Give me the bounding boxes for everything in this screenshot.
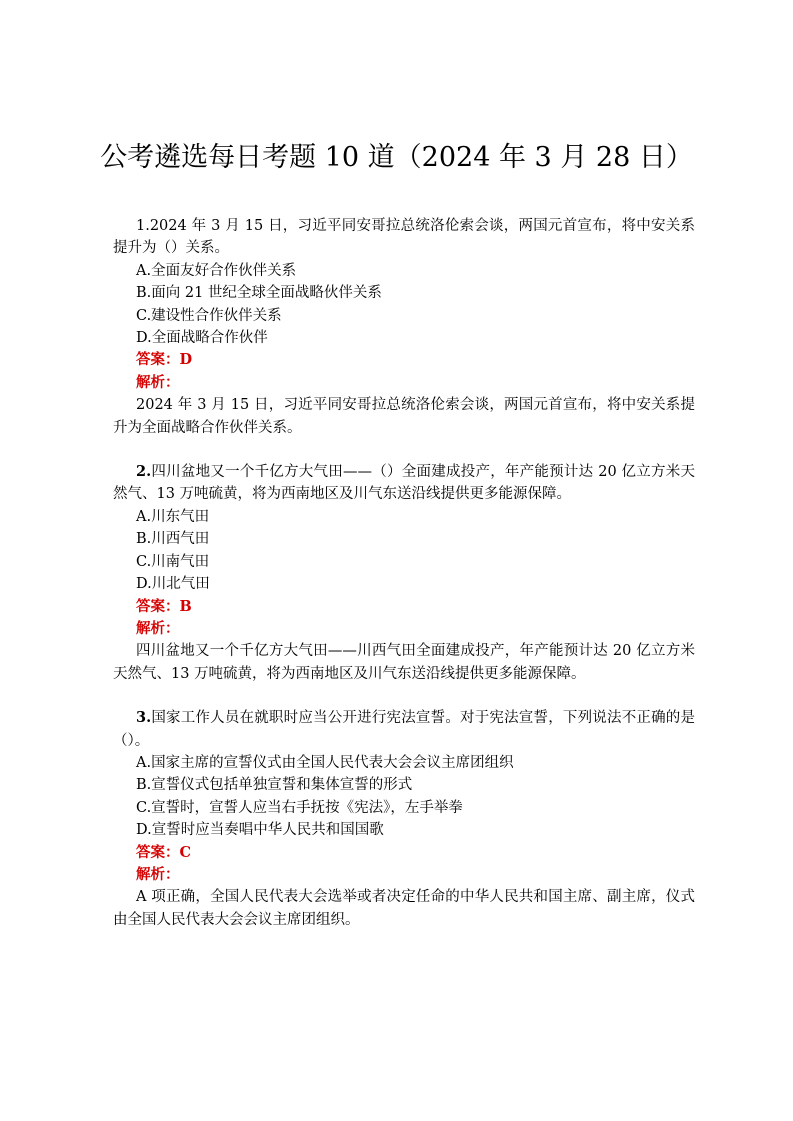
option-b: B.川西气田 (136, 531, 210, 548)
option-d: D.全面战略合作伙伴 (136, 330, 268, 347)
answer-label: 答案：B (136, 597, 192, 615)
option-c: C.川南气田 (136, 553, 210, 570)
option-a: A.全面友好合作伙伴关系 (136, 262, 297, 279)
analysis-label: 解析： (136, 865, 180, 883)
answer-label: 答案：D (136, 351, 193, 369)
option-d: D.宣誓时应当奏唱中华人民共和国国歌 (136, 822, 384, 839)
question-number: 2. (136, 463, 152, 481)
question-stem: 1.2024 年 3 月 15 日，习近平同安哥拉总统洛伦索会谈，两国元首宣布，将中安关系提升为（）关系。 (113, 218, 695, 257)
question-1 (113, 215, 695, 439)
option-b: B.面向 21 世纪全球全面战略伙伴关系 (136, 285, 382, 302)
option-a: A.川东气田 (136, 508, 210, 525)
option-b: B.宣誓仪式包括单独宣誓和集体宣誓的形式 (136, 777, 413, 794)
option-d: D.川北气田 (136, 576, 210, 593)
question-3 (113, 707, 695, 931)
analysis-label: 解析： (136, 373, 180, 391)
option-a: A.国家主席的宣誓仪式由全国人民代表大会会议主席团组织 (136, 754, 514, 771)
analysis-label: 解析： (136, 619, 180, 637)
question-list (113, 215, 695, 931)
question-text: 国家工作人员在就职时应当公开进行宪法宣誓。对于宪法宣誓，下列说法不正确的是（）。 (113, 710, 695, 749)
question-number: 3. (136, 709, 152, 727)
spacer (113, 685, 695, 707)
spacer (113, 439, 695, 461)
question-text: 四川盆地又一个千亿方大气田——（）全面建成投产，年产能预计达 20 亿立方米天然气、13 万吨硫黄，将为西南地区及川气东送沿线提供更多能源保障。 (113, 464, 695, 503)
analysis-text: 四川盆地又一个千亿方大气田——川西气田全面建成投产，年产能预计达 20 亿立方米天然气、13 万吨硫黄，将为西南地区及川气东送沿线提供更多能源保障。 (113, 643, 695, 682)
option-c: C.宣誓时，宣誓人应当右手抚按《宪法》，左手举拳 (136, 799, 463, 816)
question-stem (113, 707, 695, 752)
question-2 (113, 461, 695, 685)
analysis-text: 2024 年 3 月 15 日，习近平同安哥拉总统洛伦索会谈，两国元首宣布，将中安关系提升为全面战略合作伙伴关系。 (113, 397, 695, 436)
question-stem (113, 461, 695, 506)
analysis-text: A 项正确，全国人民代表大会选举或者决定任命的中华人民共和国主席、副主席，仪式由全国人民代表大会会议主席团组织。 (113, 889, 695, 928)
option-c: C.建设性合作伙伴关系 (136, 307, 282, 324)
answer-label: 答案：C (136, 843, 192, 861)
document-title: 公考遴选每日考题 10 道（2024 年 3 月 28 日） (100, 142, 693, 173)
